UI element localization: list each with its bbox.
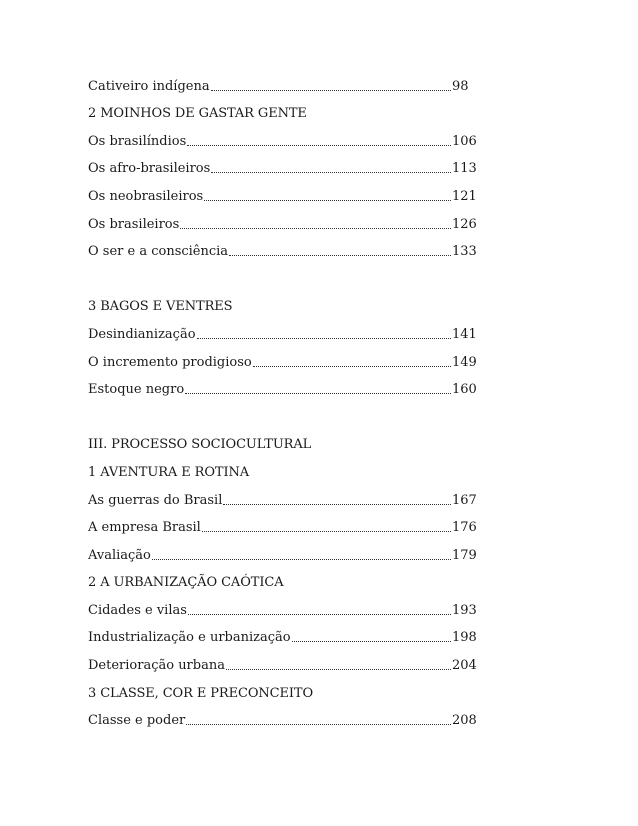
toc-entry[interactable]	[88, 125, 476, 153]
toc-entry-title: Estoque negro	[88, 382, 185, 398]
toc-entry[interactable]	[88, 236, 476, 264]
toc-entry[interactable]	[88, 705, 476, 733]
table-of-contents	[88, 70, 476, 732]
toc-entry-page-number: 113	[452, 161, 477, 177]
toc-entry-title: Cidades e vilas	[88, 602, 187, 618]
toc-entry-page-number: 176	[452, 520, 477, 536]
dot-leader	[253, 366, 451, 367]
toc-entry[interactable]	[88, 153, 476, 181]
toc-entry[interactable]	[88, 539, 476, 567]
toc-entry[interactable]	[88, 180, 476, 208]
dot-leader	[186, 724, 451, 725]
toc-entry-title: Classe e poder	[88, 713, 186, 729]
toc-entry-title: As guerras do Brasil	[88, 492, 223, 508]
toc-entry[interactable]	[88, 70, 476, 98]
toc-entry-page-number: 98	[452, 78, 469, 94]
toc-entry-page-number: 106	[452, 133, 477, 149]
dot-leader	[185, 393, 451, 394]
dot-leader	[197, 338, 451, 339]
toc-entry-page-number: 167	[452, 492, 477, 508]
dot-leader	[292, 641, 451, 642]
toc-section-heading: 2 MOINHOS DE GASTAR GENTE	[88, 106, 307, 122]
toc-entry[interactable]	[88, 512, 476, 540]
toc-entry-title: Os afro-brasileiros	[88, 161, 211, 177]
toc-entry-title: Cativeiro indígena	[88, 78, 210, 94]
toc-entry[interactable]	[88, 374, 476, 402]
dot-leader	[187, 145, 451, 146]
toc-entry-title: O ser e a consciência	[88, 244, 229, 260]
toc-entry-page-number: 179	[452, 547, 477, 563]
section-spacer	[88, 263, 476, 291]
toc-entry-title: Os brasilíndios	[88, 133, 187, 149]
toc-entry[interactable]	[88, 346, 476, 374]
toc-entry-page-number: 198	[452, 630, 477, 646]
dot-leader	[188, 614, 451, 615]
dot-leader	[152, 559, 451, 560]
toc-entry-title: Industrialização e urbanização	[88, 630, 291, 646]
toc-entry-page-number: 204	[452, 658, 477, 674]
toc-entry-page-number: 193	[452, 602, 477, 618]
toc-section-heading: 3 BAGOS E VENTRES	[88, 299, 233, 315]
section-spacer	[88, 401, 476, 429]
toc-entry-title: Os neobrasileiros	[88, 188, 204, 204]
toc-section-heading: 2 A URBANIZAÇÃO CAÓTICA	[88, 575, 284, 591]
toc-section-heading: 1 AVENTURA E ROTINA	[88, 464, 250, 480]
toc-entry[interactable]	[88, 318, 476, 346]
toc-entry[interactable]	[88, 649, 476, 677]
dot-leader	[211, 90, 451, 91]
toc-entry-page-number: 121	[452, 188, 477, 204]
dot-leader	[211, 172, 451, 173]
toc-entry-title: Avaliação	[88, 547, 151, 563]
dot-leader	[226, 669, 451, 670]
dot-leader	[202, 531, 451, 532]
dot-leader	[180, 228, 451, 229]
toc-section-heading: III. PROCESSO SOCIOCULTURAL	[88, 437, 312, 453]
toc-entry[interactable]	[88, 622, 476, 650]
toc-entry-page-number: 126	[452, 216, 477, 232]
toc-entry-page-number: 149	[452, 354, 477, 370]
toc-entry[interactable]	[88, 208, 476, 236]
toc-entry-page-number: 208	[452, 713, 477, 729]
toc-entry-title: A empresa Brasil	[88, 520, 201, 536]
toc-section-heading: 3 CLASSE, COR E PRECONCEITO	[88, 685, 314, 701]
toc-entry[interactable]	[88, 594, 476, 622]
toc-entry-page-number: 160	[452, 382, 477, 398]
toc-entry-title: Os brasileiros	[88, 216, 180, 232]
dot-leader	[204, 200, 451, 201]
toc-entry-title: Desindianização	[88, 326, 196, 342]
toc-entry-page-number: 133	[452, 244, 477, 260]
dot-leader	[223, 504, 451, 505]
dot-leader	[229, 255, 451, 256]
toc-entry-title: O incremento prodigioso	[88, 354, 252, 370]
toc-entry-title: Deterioração urbana	[88, 658, 225, 674]
toc-entry-page-number: 141	[452, 326, 477, 342]
toc-entry[interactable]	[88, 484, 476, 512]
